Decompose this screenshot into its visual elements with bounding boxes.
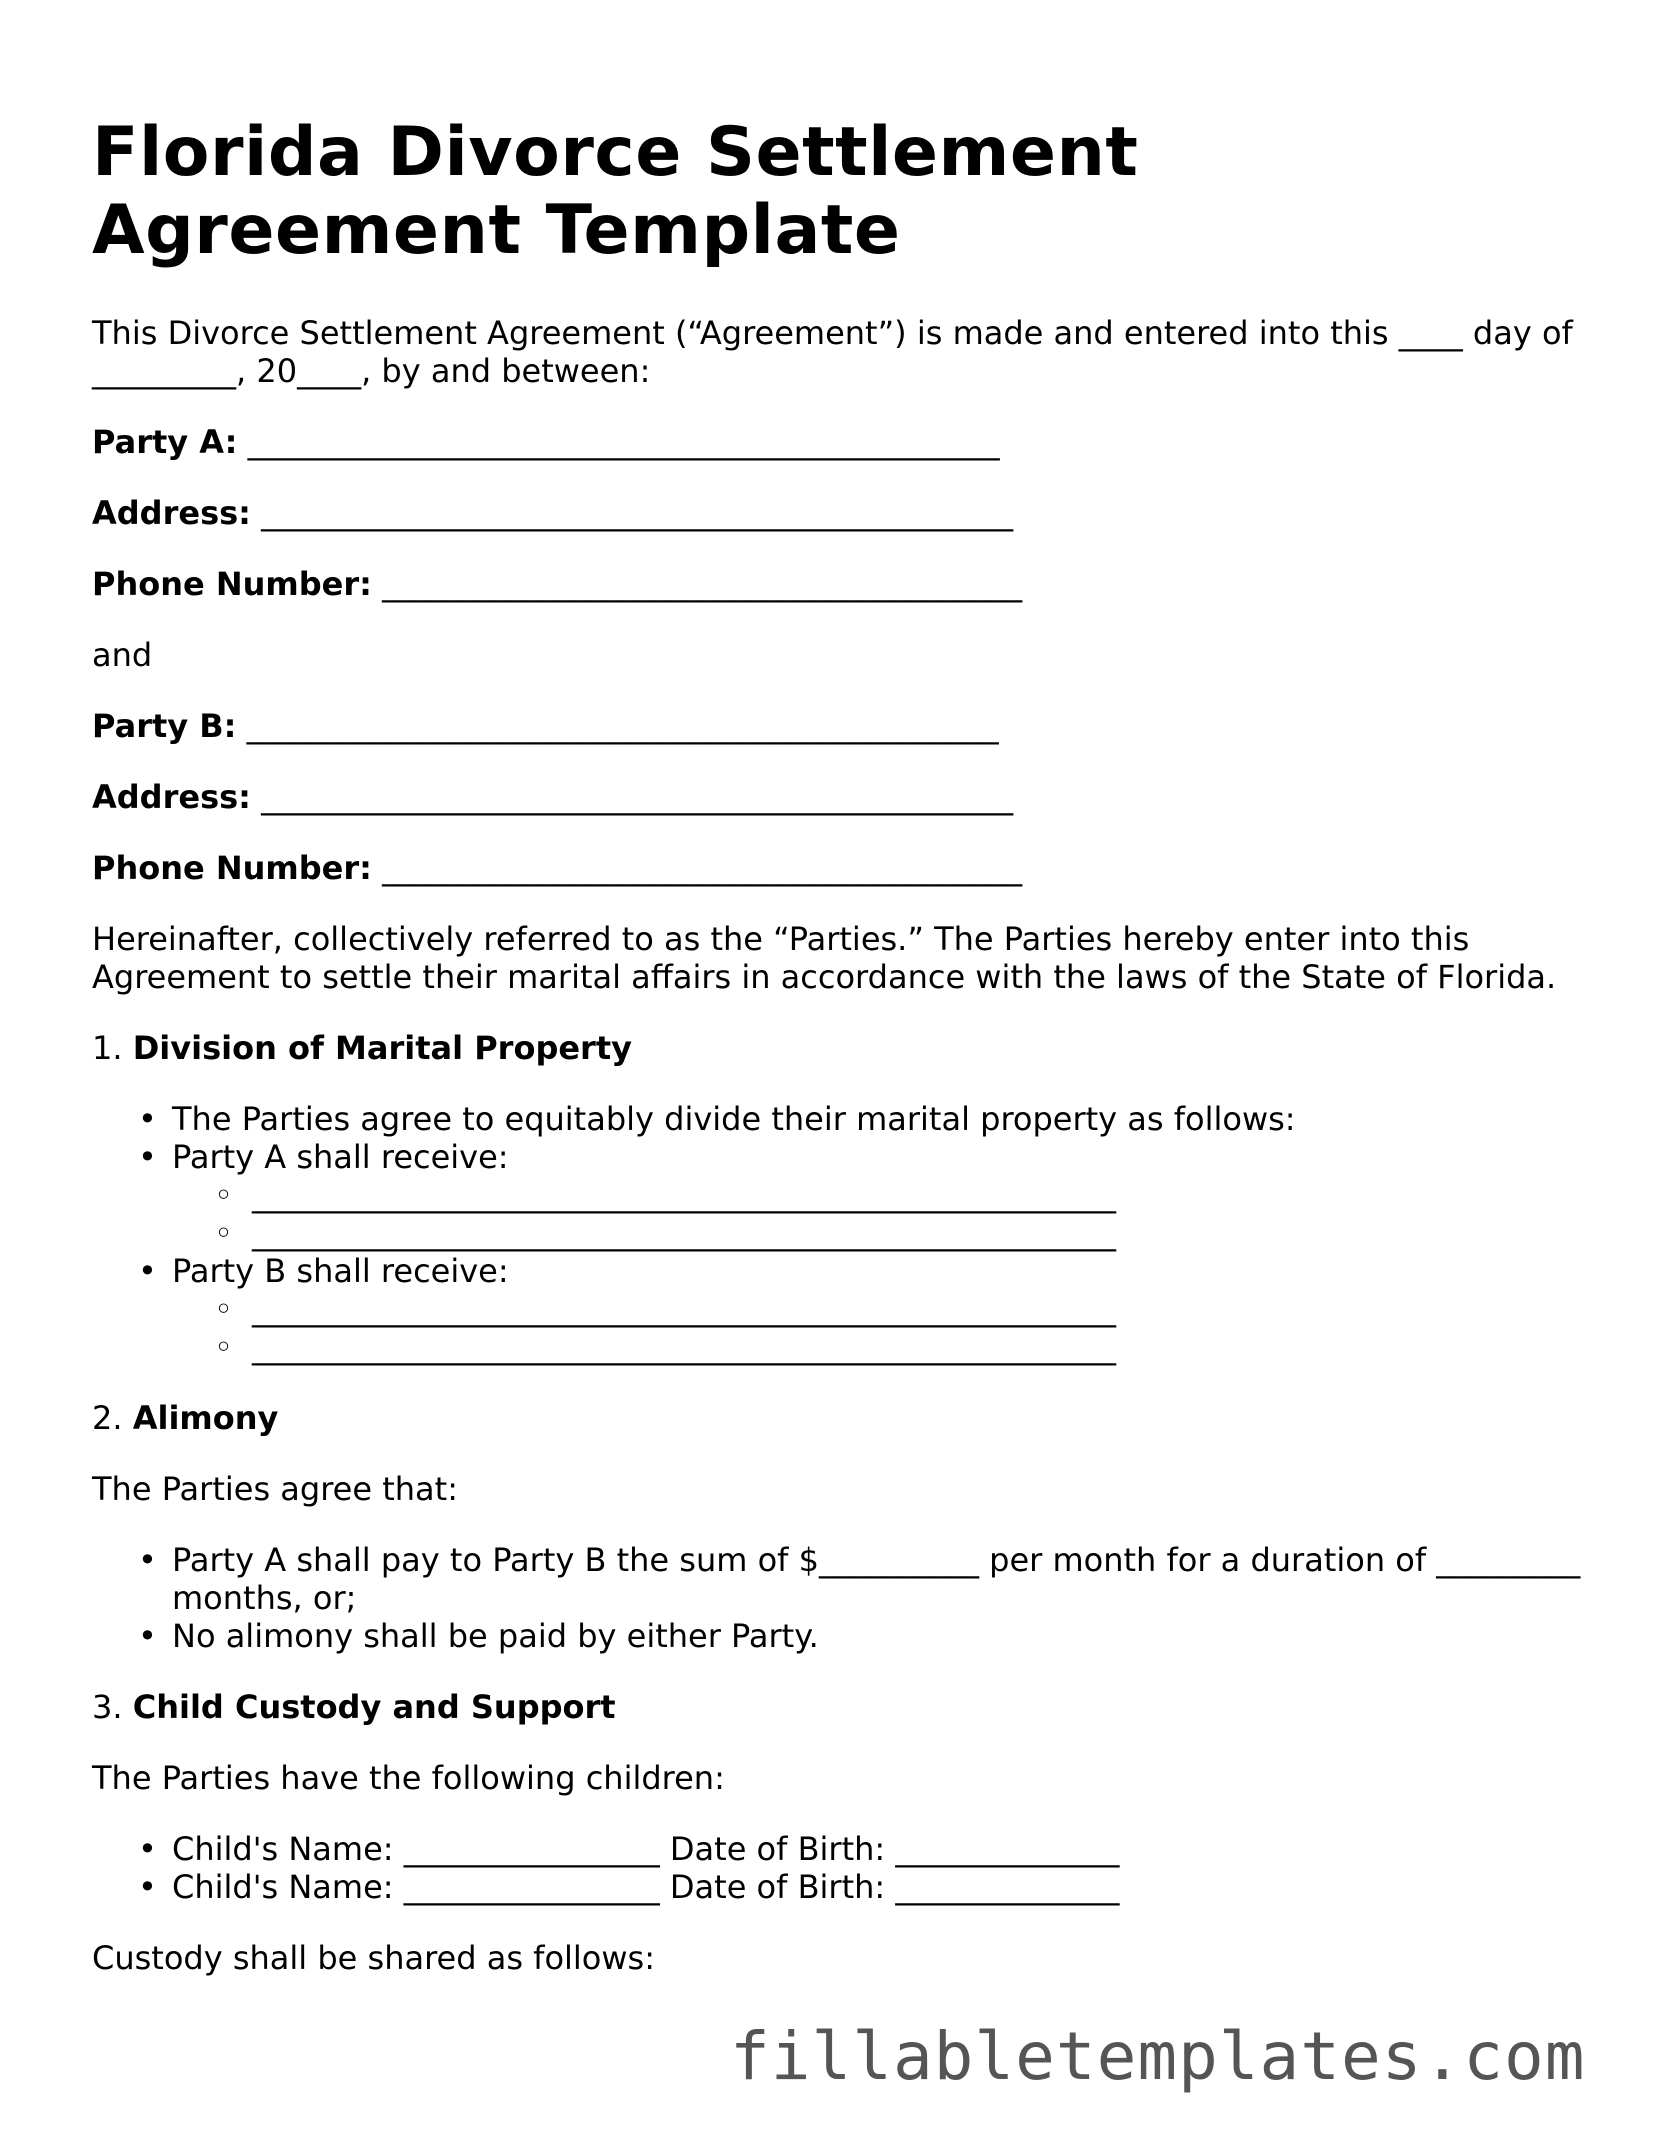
party-b-name-blank[interactable]: _______________________________________________ bbox=[236, 707, 999, 745]
party-a-address-blank[interactable]: _______________________________________________ bbox=[250, 494, 1014, 532]
party-a-phone-label: Phone Number: bbox=[92, 565, 372, 603]
document-title: Florida Divorce Settlement Agreement Template bbox=[92, 113, 1139, 270]
section-3-number: 3. bbox=[92, 1688, 133, 1726]
alimony-option-none[interactable]: • No alimony shall be paid by either Party. bbox=[172, 1617, 1592, 1655]
custody-text: Custody shall be shared as follows: bbox=[92, 1939, 655, 1977]
section-1-number: 1. bbox=[92, 1029, 133, 1067]
party-b-address-field[interactable] bbox=[92, 778, 1592, 816]
party-a-name-field[interactable] bbox=[92, 423, 1592, 461]
party-a-property-blank[interactable]: ◦ ______________________________________________________ bbox=[172, 1214, 1592, 1252]
section-2-intro: The Parties agree that: bbox=[92, 1470, 458, 1508]
intro-paragraph: This Divorce Settlement Agreement (“Agreement”) is made and entered into this ____ day of _________, 20____, by and between: bbox=[92, 314, 1573, 390]
party-a-receive-list bbox=[172, 1176, 1592, 1252]
and-text: and bbox=[92, 636, 153, 674]
section-1-title: Division of Marital Property bbox=[132, 1029, 632, 1067]
party-a-phone-blank[interactable]: ________________________________________ bbox=[371, 565, 1023, 603]
party-b-receive-list bbox=[172, 1290, 1592, 1366]
list-item bbox=[172, 1252, 1592, 1366]
party-a-name-label: Party A: bbox=[92, 423, 238, 461]
list-item: • The Parties agree to equitably divide their marital property as follows: bbox=[172, 1100, 1592, 1138]
party-b-name-field[interactable] bbox=[92, 707, 1592, 745]
section-2-heading bbox=[92, 1399, 1592, 1437]
party-a-property-blank[interactable]: ◦ ______________________________________________________ bbox=[172, 1176, 1592, 1214]
section-2-title: Alimony bbox=[132, 1399, 279, 1437]
party-b-phone-field[interactable] bbox=[92, 849, 1592, 887]
party-b-receive-label: Party B shall receive: bbox=[172, 1252, 509, 1290]
party-b-phone-blank[interactable]: ________________________________________ bbox=[371, 849, 1023, 887]
list-item bbox=[172, 1138, 1592, 1252]
party-b-address-label: Address: bbox=[92, 778, 251, 816]
section-1-list bbox=[92, 1100, 1592, 1366]
party-b-name-label: Party B: bbox=[92, 707, 237, 745]
section-2-number: 2. bbox=[92, 1399, 133, 1437]
party-a-name-blank[interactable]: _______________________________________________ bbox=[237, 423, 1000, 461]
party-a-address-field[interactable] bbox=[92, 494, 1592, 532]
party-b-property-blank[interactable]: ◦ ______________________________________________________ bbox=[172, 1290, 1592, 1328]
hereinafter-paragraph: Hereinafter, collectively referred to as the “Parties.” The Parties hereby enter into this Agreement to settle their marital affairs in accordance with the laws of the State of Florida. bbox=[92, 920, 1557, 996]
party-b-address-blank[interactable]: _______________________________________________ bbox=[250, 778, 1014, 816]
child-entry[interactable]: • Child's Name: ________________ Date of Birth: ______________ bbox=[172, 1830, 1592, 1868]
child-entry[interactable]: • Child's Name: ________________ Date of Birth: ______________ bbox=[172, 1868, 1592, 1906]
alimony-option-pay[interactable]: • Party A shall pay to Party B the sum of $__________ per month for a duration of _________ months, or; bbox=[172, 1541, 1592, 1617]
section-2-list bbox=[92, 1541, 1592, 1655]
document-page bbox=[92, 114, 1592, 1977]
watermark-text: fillabletemplates.com bbox=[730, 2018, 1586, 2095]
children-list bbox=[92, 1830, 1592, 1906]
section-3-heading bbox=[92, 1688, 1592, 1726]
section-3-title: Child Custody and Support bbox=[132, 1688, 616, 1726]
section-1-heading bbox=[92, 1029, 1592, 1067]
party-a-address-label: Address: bbox=[92, 494, 251, 532]
party-b-property-blank[interactable]: ◦ ______________________________________________________ bbox=[172, 1328, 1592, 1366]
section-3-intro: The Parties have the following children: bbox=[92, 1759, 725, 1797]
party-b-phone-label: Phone Number: bbox=[92, 849, 372, 887]
party-a-phone-field[interactable] bbox=[92, 565, 1592, 603]
party-a-receive-label: Party A shall receive: bbox=[172, 1138, 509, 1176]
